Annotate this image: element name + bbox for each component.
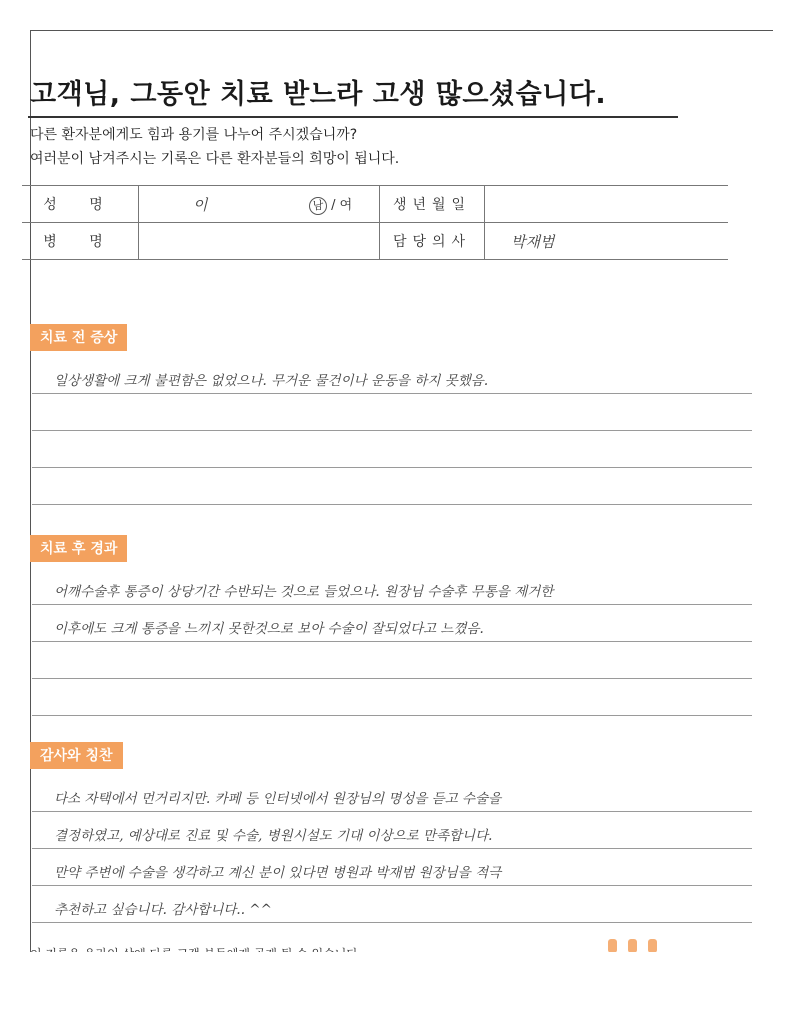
info-row-disease: [22, 223, 728, 260]
section-thanks: [22, 742, 752, 923]
birth-label: 생년월일: [380, 186, 485, 223]
writing-line[interactable]: [32, 775, 752, 812]
section-before-treatment: [22, 324, 752, 505]
doctor-label: 담당의사: [380, 223, 485, 260]
name-value: 이: [193, 196, 208, 214]
doctor-field[interactable]: 박재범: [485, 223, 729, 260]
line-text: 결정하였고, 예상대로 진료 및 수술, 병원시설도 기대 이상으로 만족합니다.: [54, 828, 493, 844]
birth-field[interactable]: [485, 186, 729, 223]
writing-line[interactable]: [32, 812, 752, 849]
line-text: 이후에도 크게 통증을 느끼지 못한것으로 보아 수술이 잘되었다고 느꼈음.: [54, 621, 484, 637]
gender-female-label: / 여: [331, 198, 353, 213]
page-title: 고객님, 그동안 치료 받느라 고생 많으셨습니다.: [30, 79, 607, 110]
section-label-thanks: 감사와 칭찬: [30, 742, 123, 769]
writing-line[interactable]: [32, 886, 752, 923]
name-field[interactable]: [139, 186, 380, 223]
line-text: 추천하고 싶습니다. 감사합니다.. ^^: [54, 902, 272, 918]
scan-blank-area: [0, 952, 800, 1035]
line-text: 다소 자택에서 먼거리지만. 카페 등 인터넷에서 원장님의 명성을 듣고 수술을: [54, 791, 502, 807]
disease-label: 병 명: [22, 223, 139, 260]
section-label-after: 치료 후 경과: [30, 535, 127, 562]
line-text: 만약 주변에 수술을 생각하고 계신 분이 있다면 병원과 박재범 원장님을 적극: [54, 865, 502, 881]
writing-line[interactable]: [32, 849, 752, 886]
intro-text: [30, 123, 399, 171]
section-after-treatment: [22, 535, 752, 716]
gender-selector[interactable]: [309, 194, 352, 215]
line-text: 어깨수술후 통증이 상당기간 수반되는 것으로 들었으나. 원장님 수술후 무통을 제거한: [54, 584, 554, 600]
writing-line[interactable]: [32, 568, 752, 605]
writing-line[interactable]: [32, 679, 752, 716]
writing-line[interactable]: [32, 357, 752, 394]
title-underline: [28, 116, 678, 118]
writing-line[interactable]: [32, 642, 752, 679]
gender-male-circled: 남: [309, 197, 327, 215]
info-row-name: [22, 186, 728, 223]
intro-line-2: 여러분이 남겨주시는 기록은 다른 환자분들의 희망이 됩니다.: [30, 151, 400, 167]
disease-field[interactable]: [139, 223, 380, 260]
writing-line[interactable]: [32, 468, 752, 505]
writing-line[interactable]: [32, 605, 752, 642]
intro-line-1: 다른 환자분에게도 힘과 용기를 나누어 주시겠습니까?: [30, 127, 358, 143]
writing-line[interactable]: [32, 394, 752, 431]
section-label-before: 치료 전 증상: [30, 324, 127, 351]
name-label: 성 명: [22, 186, 139, 223]
writing-line[interactable]: [32, 431, 752, 468]
line-text: 일상생활에 크게 불편함은 없었으나. 무거운 물건이나 운동을 하지 못했음.: [54, 373, 489, 389]
patient-info-table: [22, 185, 728, 260]
